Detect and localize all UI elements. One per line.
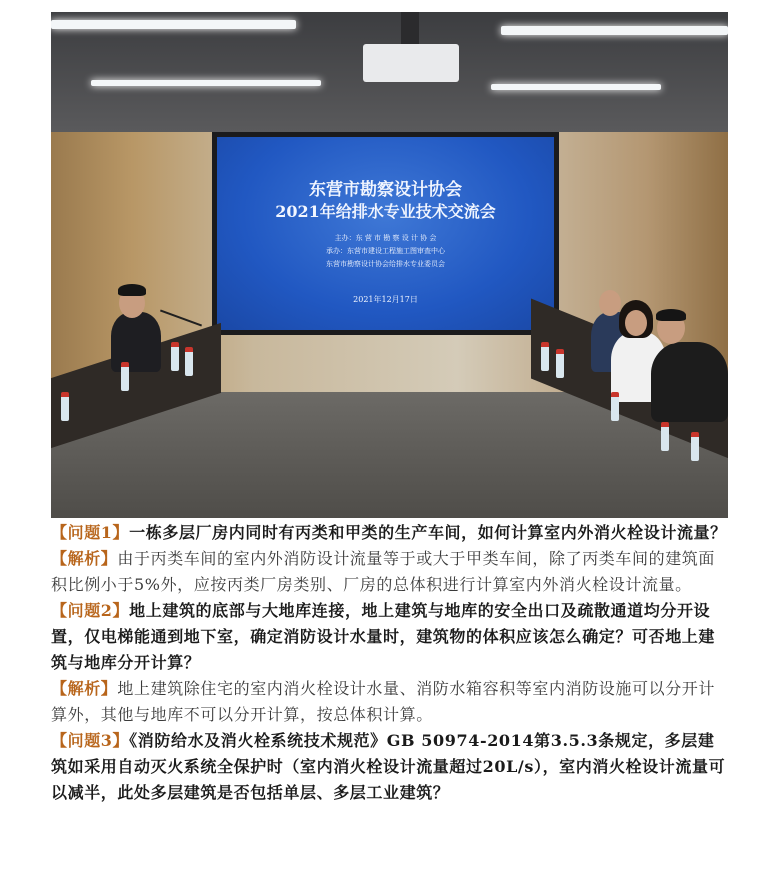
answer-text: 由于丙类车间的室内外消防设计流量等于或大于甲类车间，除了丙类车间的建筑面积比例小于5%外，应按丙类厂房类别、厂房的总体积进行计算室内外消火栓设计流量。 [51, 549, 716, 594]
screen-title-line1: 东营市勘察设计协会 [309, 180, 462, 200]
projection-screen [212, 132, 559, 335]
question-text: 地上建筑的底部与大地库连接，地上建筑与地库的安全出口及疏散通道均分开设置，仅电梯能通到地下室，确定消防设计水量时，建筑物的体积应该怎么确定？可否地上建筑与地库分开计算？ [51, 601, 716, 672]
question-tag: 【问题2】 [51, 601, 130, 620]
water-bottle [61, 392, 69, 421]
qa-article [51, 520, 731, 806]
ceiling-light [501, 26, 728, 35]
projector-mount [401, 12, 419, 46]
question-tag: 【问题3】 [51, 731, 130, 750]
water-bottle [556, 349, 564, 378]
projector [363, 44, 459, 82]
water-bottle [171, 342, 179, 371]
screen-organizer-line: 承办：东营市建设工程施工图审查中心 [326, 247, 445, 255]
ceiling-light [51, 20, 296, 29]
screen-title-line2: 2021年给排水专业技术交流会 [275, 202, 496, 221]
answer-tag: 【解析】 [51, 549, 118, 568]
question-1 [51, 520, 731, 546]
attendee-head [599, 290, 621, 316]
speaker [111, 312, 161, 372]
meeting-photo [51, 12, 728, 518]
water-bottle [121, 362, 129, 391]
ceiling-light [491, 84, 661, 90]
water-bottle [611, 392, 619, 421]
attendee-face [625, 310, 647, 336]
water-bottle [661, 422, 669, 451]
speaker-hair [118, 284, 146, 296]
question-2 [51, 598, 731, 676]
attendee [651, 342, 728, 422]
screen-host-line: 主办：东 营 市 勘 察 设 计 协 会 [334, 234, 437, 242]
answer-1 [51, 546, 731, 598]
question-tag: 【问题1】 [51, 523, 130, 542]
question-text: 一栋多层厂房内同时有丙类和甲类的生产车间，如何计算室内外消火栓设计流量？ [129, 523, 727, 542]
answer-2 [51, 676, 731, 728]
water-bottle [691, 432, 699, 461]
water-bottle [541, 342, 549, 371]
question-text: 《消防给水及消火栓系统技术规范》GB 50974-2014第3.5.3条规定，多层建筑如采用自动灭火系统全保护时（室内消火栓设计流量超过20L/s），室内消火栓设计流量可以减半，此处多层建筑是否包括单层、多层工业建筑？ [51, 731, 726, 802]
screen-date: 2021年12月17日 [353, 295, 418, 304]
answer-tag: 【解析】 [51, 679, 118, 698]
screen-organizer-line2: 东营市勘察设计协会给排水专业委员会 [326, 260, 445, 268]
answer-text: 地上建筑除住宅的室内消火栓设计水量、消防水箱容积等室内消防设施可以分开计算外，其他与地库不可以分开计算，按总体积计算。 [51, 679, 716, 724]
attendee-hair [656, 309, 686, 321]
question-3 [51, 728, 731, 806]
ceiling-light [91, 80, 321, 86]
water-bottle [185, 347, 193, 376]
